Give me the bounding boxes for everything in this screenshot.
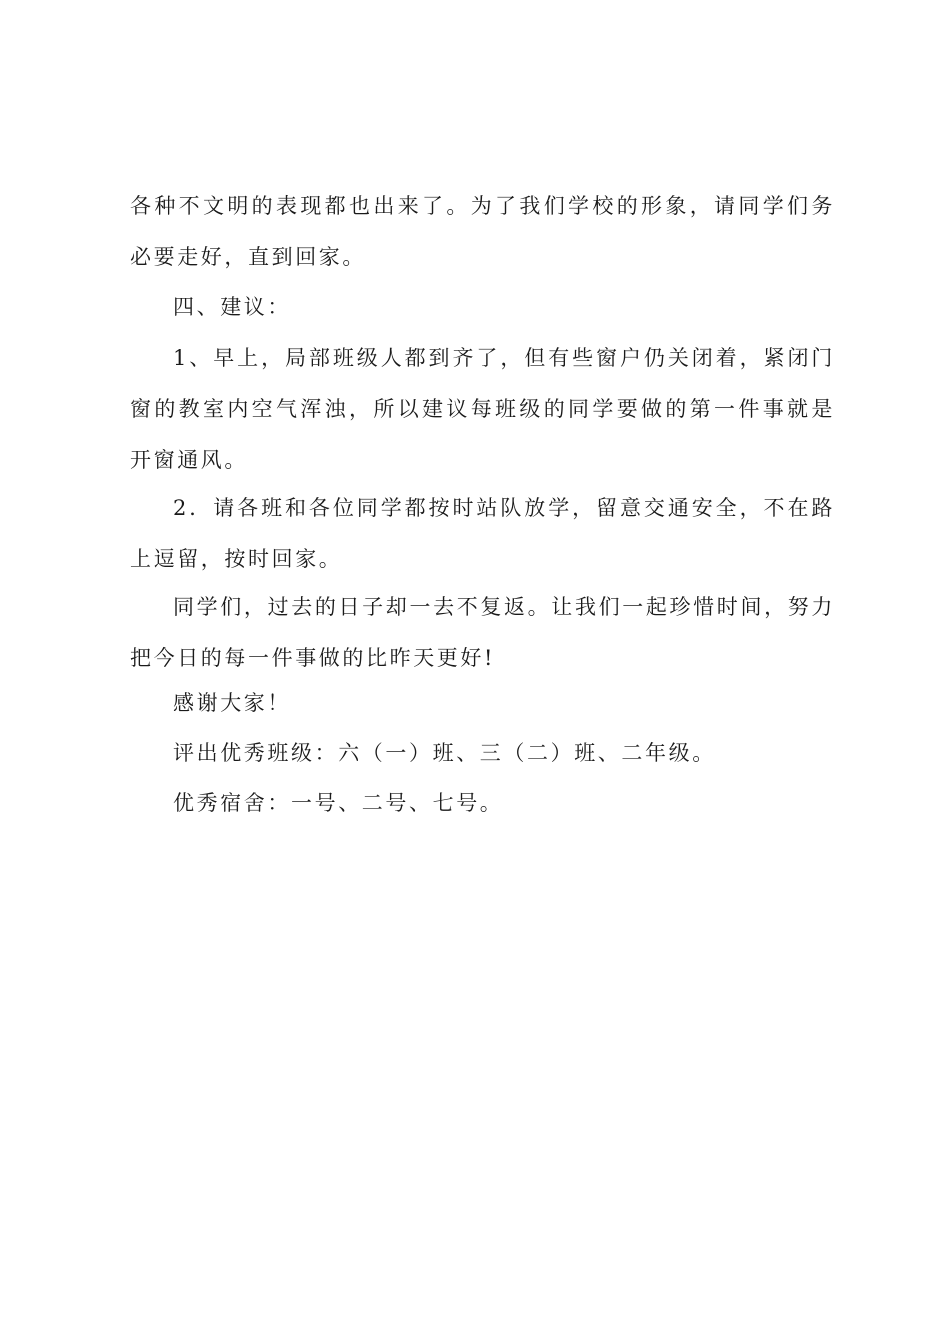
- section-heading-suggestions: 四、建议：: [173, 295, 291, 319]
- suggestion-item-1: 1、早上，局部班级人都到齐了，但有些窗户仍关闭着，紧闭门窗的教室内空气浑浊，所以建议每班级的同学要做的第一件事就是开窗通风。: [130, 346, 835, 472]
- excellent-classes-line: 评出优秀班级：六（一）班、三（二）班、二年级。: [173, 741, 716, 765]
- thanks-line: 感谢大家！: [173, 691, 291, 715]
- excellent-dorms-line: 优秀宿舍：一号、二号、七号。: [173, 791, 504, 815]
- paragraph-continuation: 各种不文明的表现都也出来了。为了我们学校的形象，请同学们务必要走好，直到回家。: [130, 194, 835, 269]
- suggestion-item-2: 2．请各班和各位同学都按时站队放学，留意交通安全，不在路上逗留，按时回家。: [130, 496, 835, 571]
- closing-paragraph: 同学们，过去的日子却一去不复返。让我们一起珍惜时间，努力把今日的每一件事做的比昨天更好!: [130, 595, 835, 670]
